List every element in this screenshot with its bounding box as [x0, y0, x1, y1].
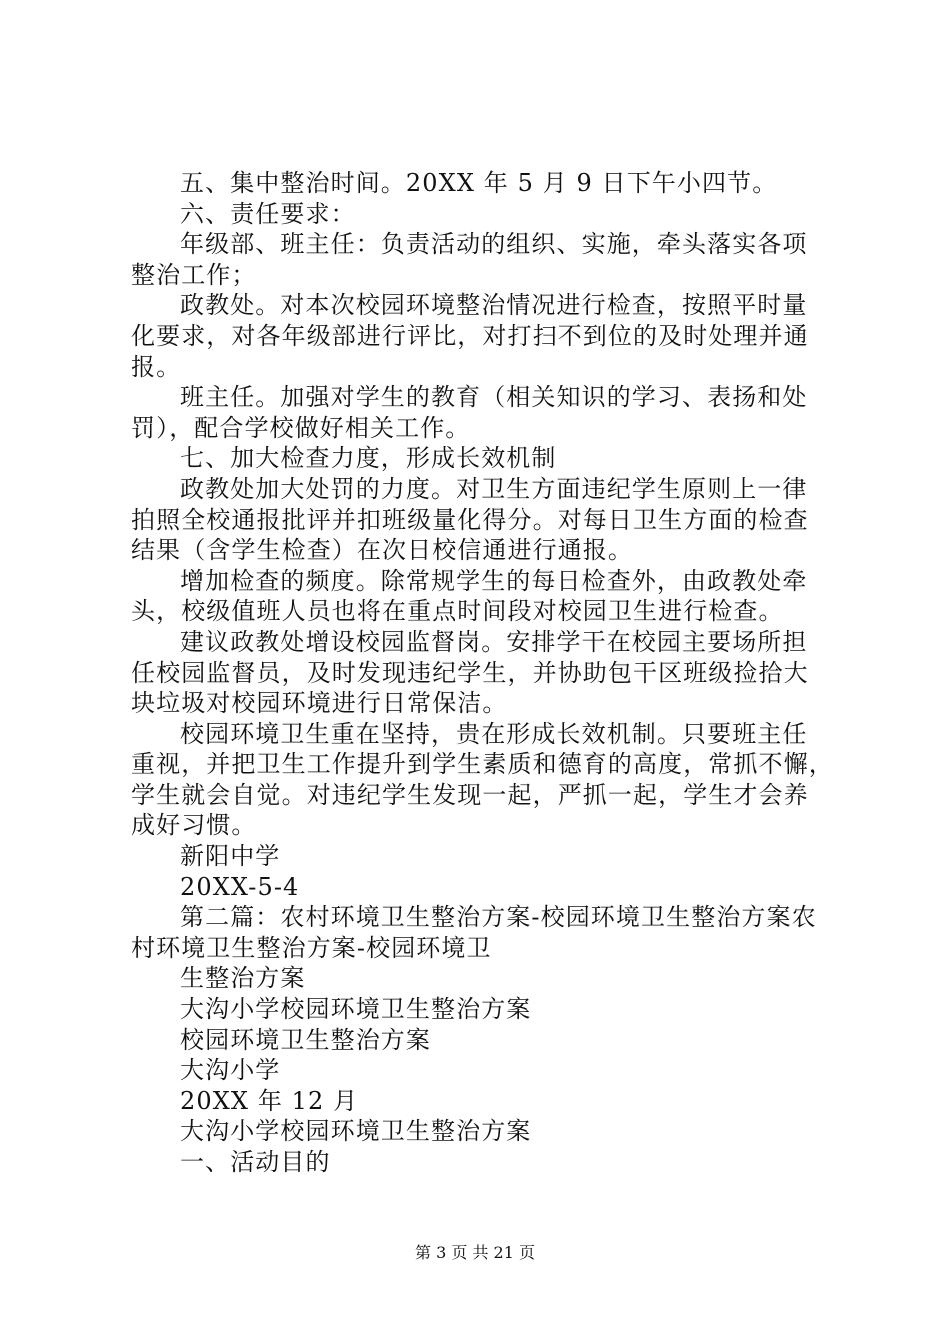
text-line: 校园环境卫生重在坚持，贵在形成长效机制。只要班主任	[180, 719, 808, 748]
text-line: 结果（含学生检查）在次日校信通进行通报。	[131, 536, 633, 565]
text-line: 建议政教处增设校园监督岗。安排学干在校园主要场所担	[180, 627, 808, 656]
text-line: 大沟小学校园环境卫生整治方案	[180, 995, 532, 1024]
text-line: 重视，并把卫生工作提升到学生素质和德育的高度，常抓不懈，	[131, 750, 834, 779]
text-line: 化要求，对各年级部进行评比，对打扫不到位的及时处理并通	[131, 321, 809, 350]
text-line: 头，校级值班人员也将在重点时间段对校园卫生进行检查。	[131, 597, 784, 626]
text-line: 块垃圾对校园环境进行日常保洁。	[131, 689, 508, 718]
text-line: 增加检查的频度。除常规学生的每日检查外，由政教处牵	[180, 566, 808, 595]
text-line: 政教处。对本次校园环境整治情况进行检查，按照平时量	[180, 291, 808, 320]
text-line: 学生就会自觉。对违纪学生发现一起，严抓一起，学生才会养	[131, 780, 809, 809]
text-line: 年级部、班主任：负责活动的组织、实施，牵头落实各项	[180, 230, 808, 259]
text-line: 大沟小学校园环境卫生整治方案	[180, 1117, 532, 1146]
text-line: 罚），配合学校做好相关工作。	[131, 413, 471, 442]
text-line: 七、加大检查力度，形成长效机制	[180, 444, 557, 473]
text-line: 报。	[131, 352, 182, 381]
text-line: 任校园监督员，及时发现违纪学生，并协助包干区班级捡拾大	[131, 658, 809, 687]
document-body	[131, 168, 834, 1178]
text-line: 20XX-5-4	[180, 872, 300, 901]
text-line: 20XX 年 12 月	[180, 1086, 359, 1115]
text-line: 班主任。加强对学生的教育（相关知识的学习、表扬和处	[180, 383, 808, 412]
text-line: 新阳中学	[180, 842, 281, 871]
text-line: 生整治方案	[180, 964, 306, 993]
text-line: 五、集中整治时间。20XX 年 5 月 9 日下午小四节。	[180, 169, 778, 197]
text-line: 村环境卫生整治方案-校园环境卫	[131, 933, 492, 962]
text-line: 成好习惯。	[131, 811, 257, 840]
text-line: 一、活动目的	[180, 1148, 331, 1176]
text-line: 第二篇：农村环境卫生整治方案-校园环境卫生整治方案农	[180, 903, 817, 932]
text-line: 拍照全校通报批评并扣班级量化得分。对每日卫生方面的检查	[131, 505, 809, 534]
text-line: 政教处加大处罚的力度。对卫生方面违纪学生原则上一律	[180, 474, 808, 503]
page-footer: 第 3 页 共 21 页	[415, 1243, 535, 1262]
text-line: 六、责任要求：	[180, 199, 356, 228]
text-line: 校园环境卫生整治方案	[180, 1025, 431, 1054]
text-line: 整治工作；	[131, 260, 257, 289]
text-line: 大沟小学	[180, 1056, 281, 1085]
